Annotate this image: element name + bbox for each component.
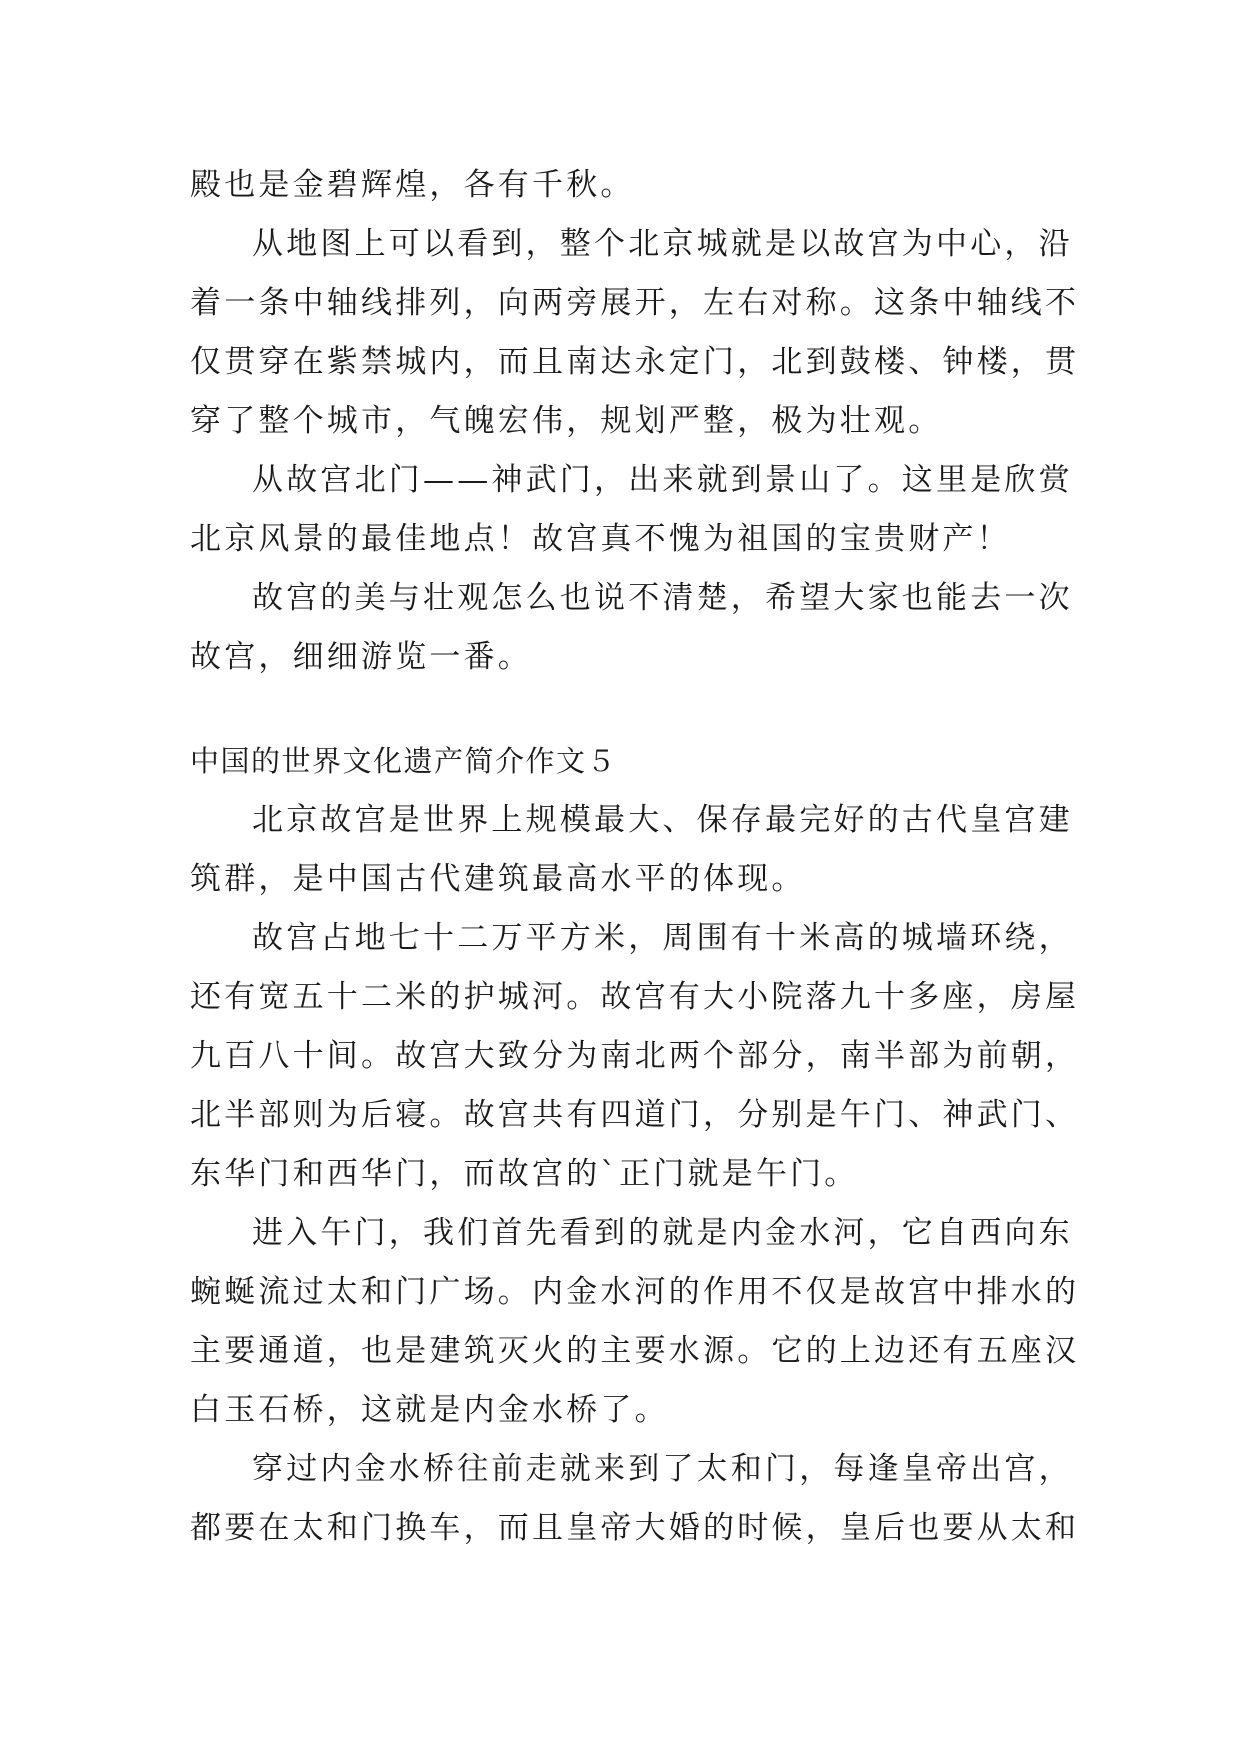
- paragraph-first-line: 进入午门，我们首先看到的就是内金水河，它自西向东: [252, 1215, 1073, 1251]
- text-line: 北京风景的最佳地点！故宫真不愧为祖国的宝贵财产！: [190, 521, 1011, 557]
- text-line: 东华门和西华门，而故宫的`正门就是午门。: [190, 1156, 859, 1192]
- text-line: 都要在太和门换车，而且皇帝大婚的时候，皇后也要从太和: [190, 1510, 1080, 1546]
- paragraph-first-line: 穿过内金水桥往前走就来到了太和门，每逢皇帝出宫，: [252, 1451, 1073, 1487]
- paragraph-first-line: 从地图上可以看到，整个北京城就是以故宫为中心，沿: [252, 226, 1073, 262]
- text-line: 还有宽五十二米的护城河。故宫有大小院落九十多座，房屋: [190, 979, 1080, 1015]
- paragraph-first-line: 故宫占地七十二万平方米，周围有十米高的城墙环绕，: [252, 920, 1073, 956]
- text-line: 着一条中轴线排列，向两旁展开，左右对称。这条中轴线不: [190, 285, 1080, 321]
- paragraph-first-line: 北京故宫是世界上规模最大、保存最完好的古代皇宫建: [252, 802, 1073, 838]
- text-line: 蜿蜒流过太和门广场。内金水河的作用不仅是故宫中排水的: [190, 1274, 1080, 1310]
- text-line: 穿了整个城市，气魄宏伟，规划严整，极为壮观。: [190, 403, 943, 439]
- text-line: 九百八十间。故宫大致分为南北两个部分，南半部为前朝，: [190, 1038, 1080, 1074]
- text-line: 北半部则为后寝。故宫共有四道门，分别是午门、神武门、: [190, 1097, 1080, 1133]
- section-heading: 中国的世界文化遗产简介作文５: [190, 744, 618, 778]
- paragraph-first-line: 故宫的美与壮观怎么也说不清楚，希望大家也能去一次: [252, 580, 1073, 616]
- text-line: 筑群，是中国古代建筑最高水平的体现。: [190, 861, 806, 897]
- text-line: 仅贯穿在紫禁城内，而且南达永定门，北到鼓楼、钟楼，贯: [190, 344, 1080, 380]
- text-line: 故宫，细细游览一番。: [190, 639, 532, 675]
- paragraph-first-line: 从故宫北门——神武门，出来就到景山了。这里是欣赏: [252, 462, 1073, 498]
- text-line: 殿也是金碧辉煌，各有千秋。: [190, 167, 635, 203]
- text-line: 白玉石桥，这就是内金水桥了。: [190, 1392, 669, 1428]
- text-line: 主要通道，也是建筑灭火的主要水源。它的上边还有五座汉: [190, 1333, 1080, 1369]
